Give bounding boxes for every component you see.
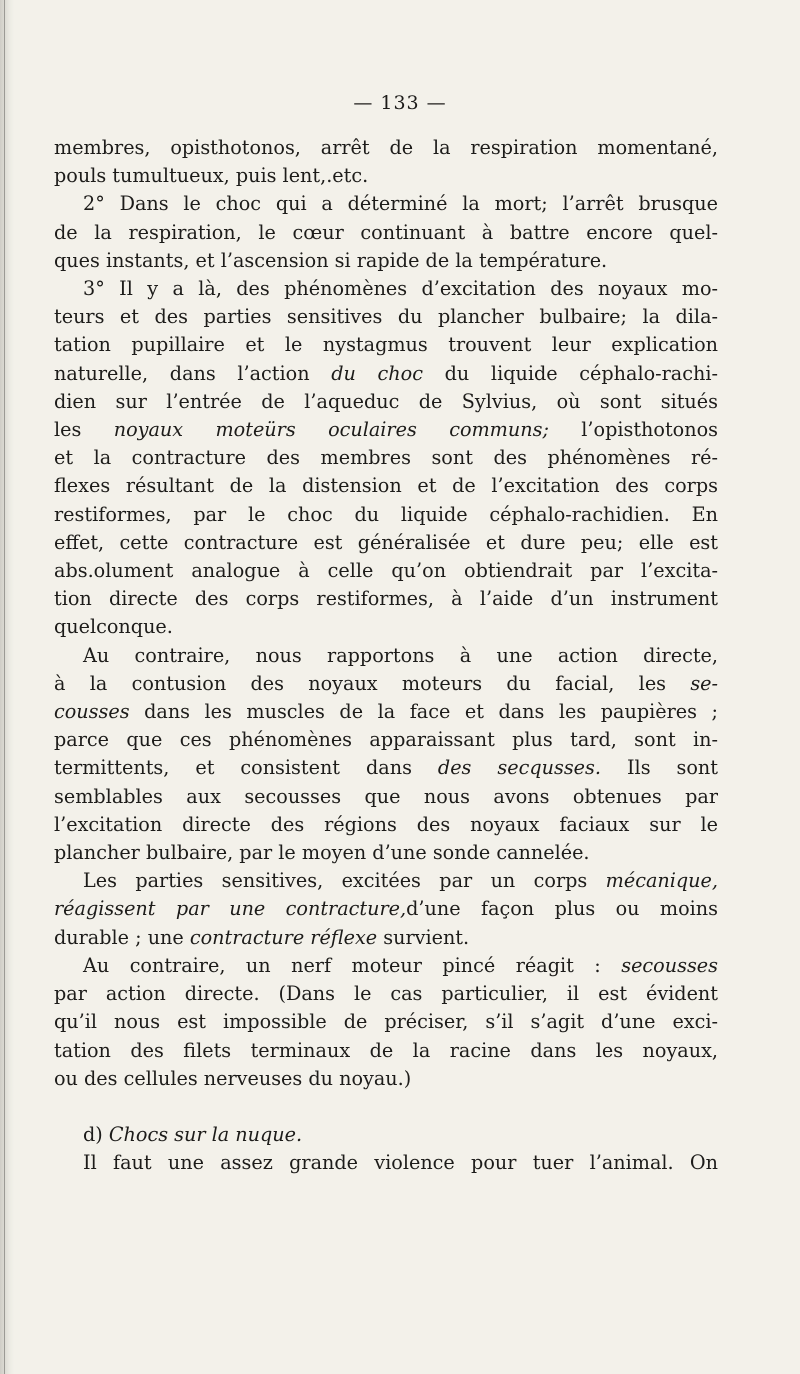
- text-line: quelconque.: [54, 615, 173, 639]
- text-line: parce que ces phénomènes apparaissant plus tard, sont in-: [54, 728, 718, 752]
- text-line: à la contusion des noyaux moteurs du facial, les se-: [54, 671, 718, 695]
- text-line: l’excitation directe des régions des noyaux faciaux sur le: [54, 812, 718, 836]
- text-line: tion directe des corps restiformes, à l’aide d’un instrument: [54, 587, 718, 611]
- text-line: membres, opisthotonos, arrêt de la respiration momentané,: [54, 136, 718, 159]
- text-line: Il faut une assez grande violence pour tuer l’animal. On: [83, 1151, 718, 1175]
- text-line: restiformes, par le choc du liquide céphalo-rachidien. En: [54, 502, 718, 526]
- text-line: durable ; une contracture réflexe survient.: [54, 925, 470, 949]
- text-line: semblables aux secousses que nous avons obtenues par: [54, 784, 718, 808]
- text-line: dien sur l’entrée de l’aqueduc de Sylvius, où sont situés: [54, 389, 718, 413]
- text-line: ou des cellules nerveuses du noyau.): [54, 1066, 412, 1090]
- page-number: — 133 —: [353, 92, 447, 114]
- text-line: qu’il nous est impossible de préciser, s’il s’agit d’une exci-: [54, 1010, 718, 1034]
- text-line: tation des filets terminaux de la racine dans les noyaux,: [54, 1038, 718, 1062]
- text-line: pouls tumultueux, puis lent,.etc.: [54, 164, 369, 188]
- text-line: les noyaux moteürs oculaires communs; l’opisthotonos: [54, 418, 718, 442]
- text-line: par action directe. (Dans le cas particulier, il est évident: [54, 982, 718, 1006]
- section-gap: [54, 1093, 718, 1121]
- text-line: naturelle, dans l’action du choc du liquide céphalo-rachi-: [54, 361, 718, 385]
- text-line: termittents, et consistent dans des secqusses. Ils sont: [54, 756, 718, 780]
- text-line: Les parties sensitives, excitées par un corps mécanique,: [83, 869, 718, 893]
- text-line: effet, cette contracture est généralisée et dure peu; elle est: [54, 530, 718, 554]
- body-text: [54, 134, 718, 1177]
- text-line: 3° Il y a là, des phénomènes d’excitation des noyaux mo-: [83, 277, 718, 301]
- text-line: teurs et des parties sensitives du plancher bulbaire; la dila-: [54, 305, 718, 329]
- text-line: flexes résultant de la distension et de l’excitation des corps: [54, 474, 718, 498]
- text-line: ques instants, et l’ascension si rapide de la température.: [54, 248, 608, 272]
- text-line: et la contracture des membres sont des phénomènes ré-: [54, 446, 718, 470]
- section-heading: d) Chocs sur la nuque.: [83, 1122, 303, 1146]
- text-line: abs.olument analogue à celle qu’on obtiendrait par l’excita-: [54, 559, 718, 583]
- text-line: de la respiration, le cœur continuant à battre encore quel-: [54, 220, 718, 244]
- text-line: cousses dans les muscles de la face et dans les paupières ;: [54, 700, 718, 724]
- page-binding-edge: [0, 0, 14, 1374]
- text-line: 2° Dans le choc qui a déterminé la mort; l’arrêt brusque: [83, 192, 718, 216]
- text-line: plancher bulbaire, par le moyen d’une sonde cannelée.: [54, 841, 590, 865]
- page-edge-line: [4, 0, 5, 1374]
- text-line: réagissent par une contracture,d’une façon plus ou moins: [54, 897, 718, 921]
- text-line: Au contraire, nous rapportons à une action directe,: [83, 643, 718, 667]
- text-line: Au contraire, un nerf moteur pincé réagit : secousses: [83, 953, 718, 977]
- text-line: tation pupillaire et le nystagmus trouvent leur explication: [54, 333, 718, 357]
